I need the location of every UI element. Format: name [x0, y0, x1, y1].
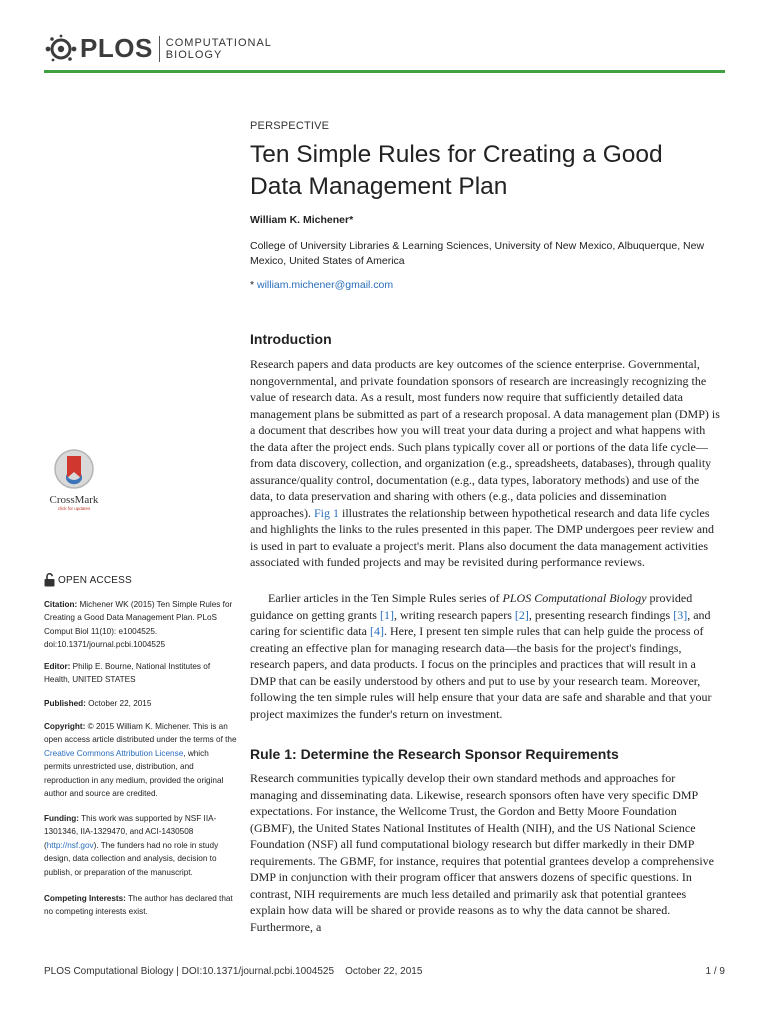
crossmark-icon: [53, 448, 95, 492]
journal-name-line1: COMPUTATIONAL: [165, 36, 272, 49]
reference-2-link[interactable]: [2]: [514, 607, 529, 622]
funding-text-post: ). The funders had no role in study design, data collection and analysis, decision to publish, or preparation of the manuscript.: [44, 840, 219, 877]
page-number: 1 / 9: [705, 966, 725, 977]
page-footer: [44, 966, 725, 977]
published-label: Published:: [44, 699, 86, 708]
section-heading-rule-1: Rule 1: Determine the Research Sponsor Requirements: [250, 746, 619, 762]
editor-label: Editor:: [44, 662, 71, 671]
intro-p2-text-f: . Here, I present ten simple rules that can help guide the process of creating an effective plan for managing research data—the basis for the project's findings, research papers, and data products. I focus on the principles and practices that will result in a DMP that can be easily understood by others and put to use by your research team. Moreover, following the ten simple rules will help ensure that your data are safe and sharable and that your project maximizes the funder's return on investment.: [250, 624, 712, 721]
intro-p2-text-e: , and caring for scientific data: [250, 607, 711, 638]
rule1-paragraph-1: Research communities typically develop their own standard methods and approaches for managing and disseminating data. Likewise, research sponsors often have very specific DMP expectations. For instance, the Wellcome Trust, the Gordon and Betty Moore Foundation (GBMF), the United States National Institutes of Health (NIH), and the US National Science Foundation (NSF) all fund computational biology research but differ markedly in their DMP requirements. The GBMF, for instance, requires that potential grantees develop a comprehensive DMP in conjunction with their program officer that answers dozens of specific questions. In contrast, NIH requirements are much less detailed and primarily ask that potential grantees explain how data will be shared or provide reasons as to why the data cannot be shared. Furthermore, a: [250, 771, 715, 934]
copyright-text-pre: © 2015 William K. Michener. This is an open access article distributed under the terms of the: [44, 722, 237, 745]
editor-text: Philip E. Bourne, National Institutes of Health, UNITED STATES: [44, 662, 211, 685]
competing-label: Competing Interests:: [44, 894, 126, 903]
funding-text-pre: This work was supported by NSF IIA-1301346, IIA-1329470, and ACI-1430508 (: [44, 814, 217, 850]
competing-text: The author has declared that no competing interests exist.: [44, 894, 233, 917]
funding-label: Funding:: [44, 814, 80, 823]
intro-paragraph-2: [250, 590, 722, 722]
logo-divider: [159, 36, 160, 62]
intro-paragraph-1: [250, 356, 722, 571]
journal-name: [166, 37, 272, 61]
article-title: Ten Simple Rules for Creating a Good Data Management Plan: [250, 141, 663, 200]
copyright-label: Copyright:: [44, 722, 86, 731]
reference-1-link[interactable]: [1]: [379, 607, 394, 622]
published-block: [44, 697, 237, 710]
crossmark-label: CrossMark: [49, 494, 99, 506]
editor-block: [44, 660, 237, 687]
open-access-label: OPEN ACCESS: [58, 574, 132, 586]
intro-p1-text-a: Research papers and data products are key outcomes of the science enterprise. Governmental, nongovernmental, and private foundation sponsors of research are increasingly recognizing the value of research data. As a result, most funders now require that sufficiently detailed data management plans be submitted as part of a research proposal. A data management plan (DMP) is a document that describes how you will treat your data during a project and what happens with the data after the project ends. Such plans typically cover all or portions of the data life cycle—from data discovery, collection, and organization (e.g., spreadsheets, databases), through quality assurance/quality control, documentation (e.g., data types, laboratory methods) and use of the data, to data preservation and sharing with others (e.g., data policies and dissemination approaches).: [250, 357, 720, 520]
competing-interests-block: [44, 892, 237, 919]
intro-p2-text-d: , presenting research findings: [528, 607, 674, 622]
published-date: October 22, 2015: [85, 699, 152, 708]
intro-p2-text-c: , writing research papers: [393, 607, 515, 622]
author-name[interactable]: William K. Michener*: [250, 214, 354, 226]
reference-4-link[interactable]: [4]: [369, 624, 384, 638]
footer-citation: PLOS Computational Biology | DOI:10.1371/journal.pcbi.1004525 October 22, 2015: [44, 966, 423, 977]
plos-logo-icon: [44, 34, 78, 64]
journal-name-line2: BIOLOGY: [165, 48, 223, 61]
crossmark-badge[interactable]: [44, 448, 104, 511]
email-prefix: *: [250, 279, 258, 291]
intro-p2-text-a: Earlier articles in the Ten Simple Rules series of: [268, 591, 503, 605]
funding-block: [44, 812, 237, 879]
funding-link[interactable]: http://nsf.gov: [46, 840, 94, 850]
intro-p1-text-b: illustrates the relationship between hypothetical research and data life cycles and highlights the links to the rules presented in this paper. The DMP undergoes peer review and is used in part to evaluate a project's merit. Plans also document the data management activities associated with funded projects and may be revisited during performance reviews.: [250, 505, 715, 569]
license-link[interactable]: Creative Commons Attribution License: [44, 748, 184, 758]
crossmark-sublabel: click for updates: [57, 506, 91, 511]
open-lock-icon: [44, 573, 55, 587]
journal-name-italic: PLOS Computational Biology: [502, 591, 647, 605]
copyright-block: [44, 720, 237, 800]
citation-label: Citation:: [44, 600, 78, 609]
open-access-badge: [44, 573, 132, 587]
logo-text: PLOS: [80, 33, 153, 63]
copyright-text-post: , which permits unrestricted use, distribution, and reproduction in any medium, provided the original author and source are credited.: [44, 748, 224, 799]
figure-1-link[interactable]: Fig 1: [313, 505, 339, 520]
intro-p2-text-b: provided guidance on getting grants: [250, 591, 693, 622]
author-affiliation: College of University Libraries & Learning Sciences, University of New Mexico, Albuquerque, New Mexico, United States of America: [250, 240, 705, 267]
citation-block: [44, 598, 237, 652]
article-type: PERSPECTIVE: [250, 120, 330, 132]
journal-logo[interactable]: [44, 33, 272, 64]
header-rule: [44, 70, 725, 73]
citation-text: Michener WK (2015) Ten Simple Rules for Creating a Good Data Management Plan. PLoS Comput Biol 11(10): e1004525. doi:10.1371/journal.pcbi.1004525: [44, 600, 233, 650]
corresponding-email: [250, 279, 393, 291]
reference-3-link[interactable]: [3]: [673, 607, 688, 622]
section-heading-introduction: Introduction: [250, 331, 332, 347]
email-link[interactable]: william.michener@gmail.com: [257, 279, 394, 291]
